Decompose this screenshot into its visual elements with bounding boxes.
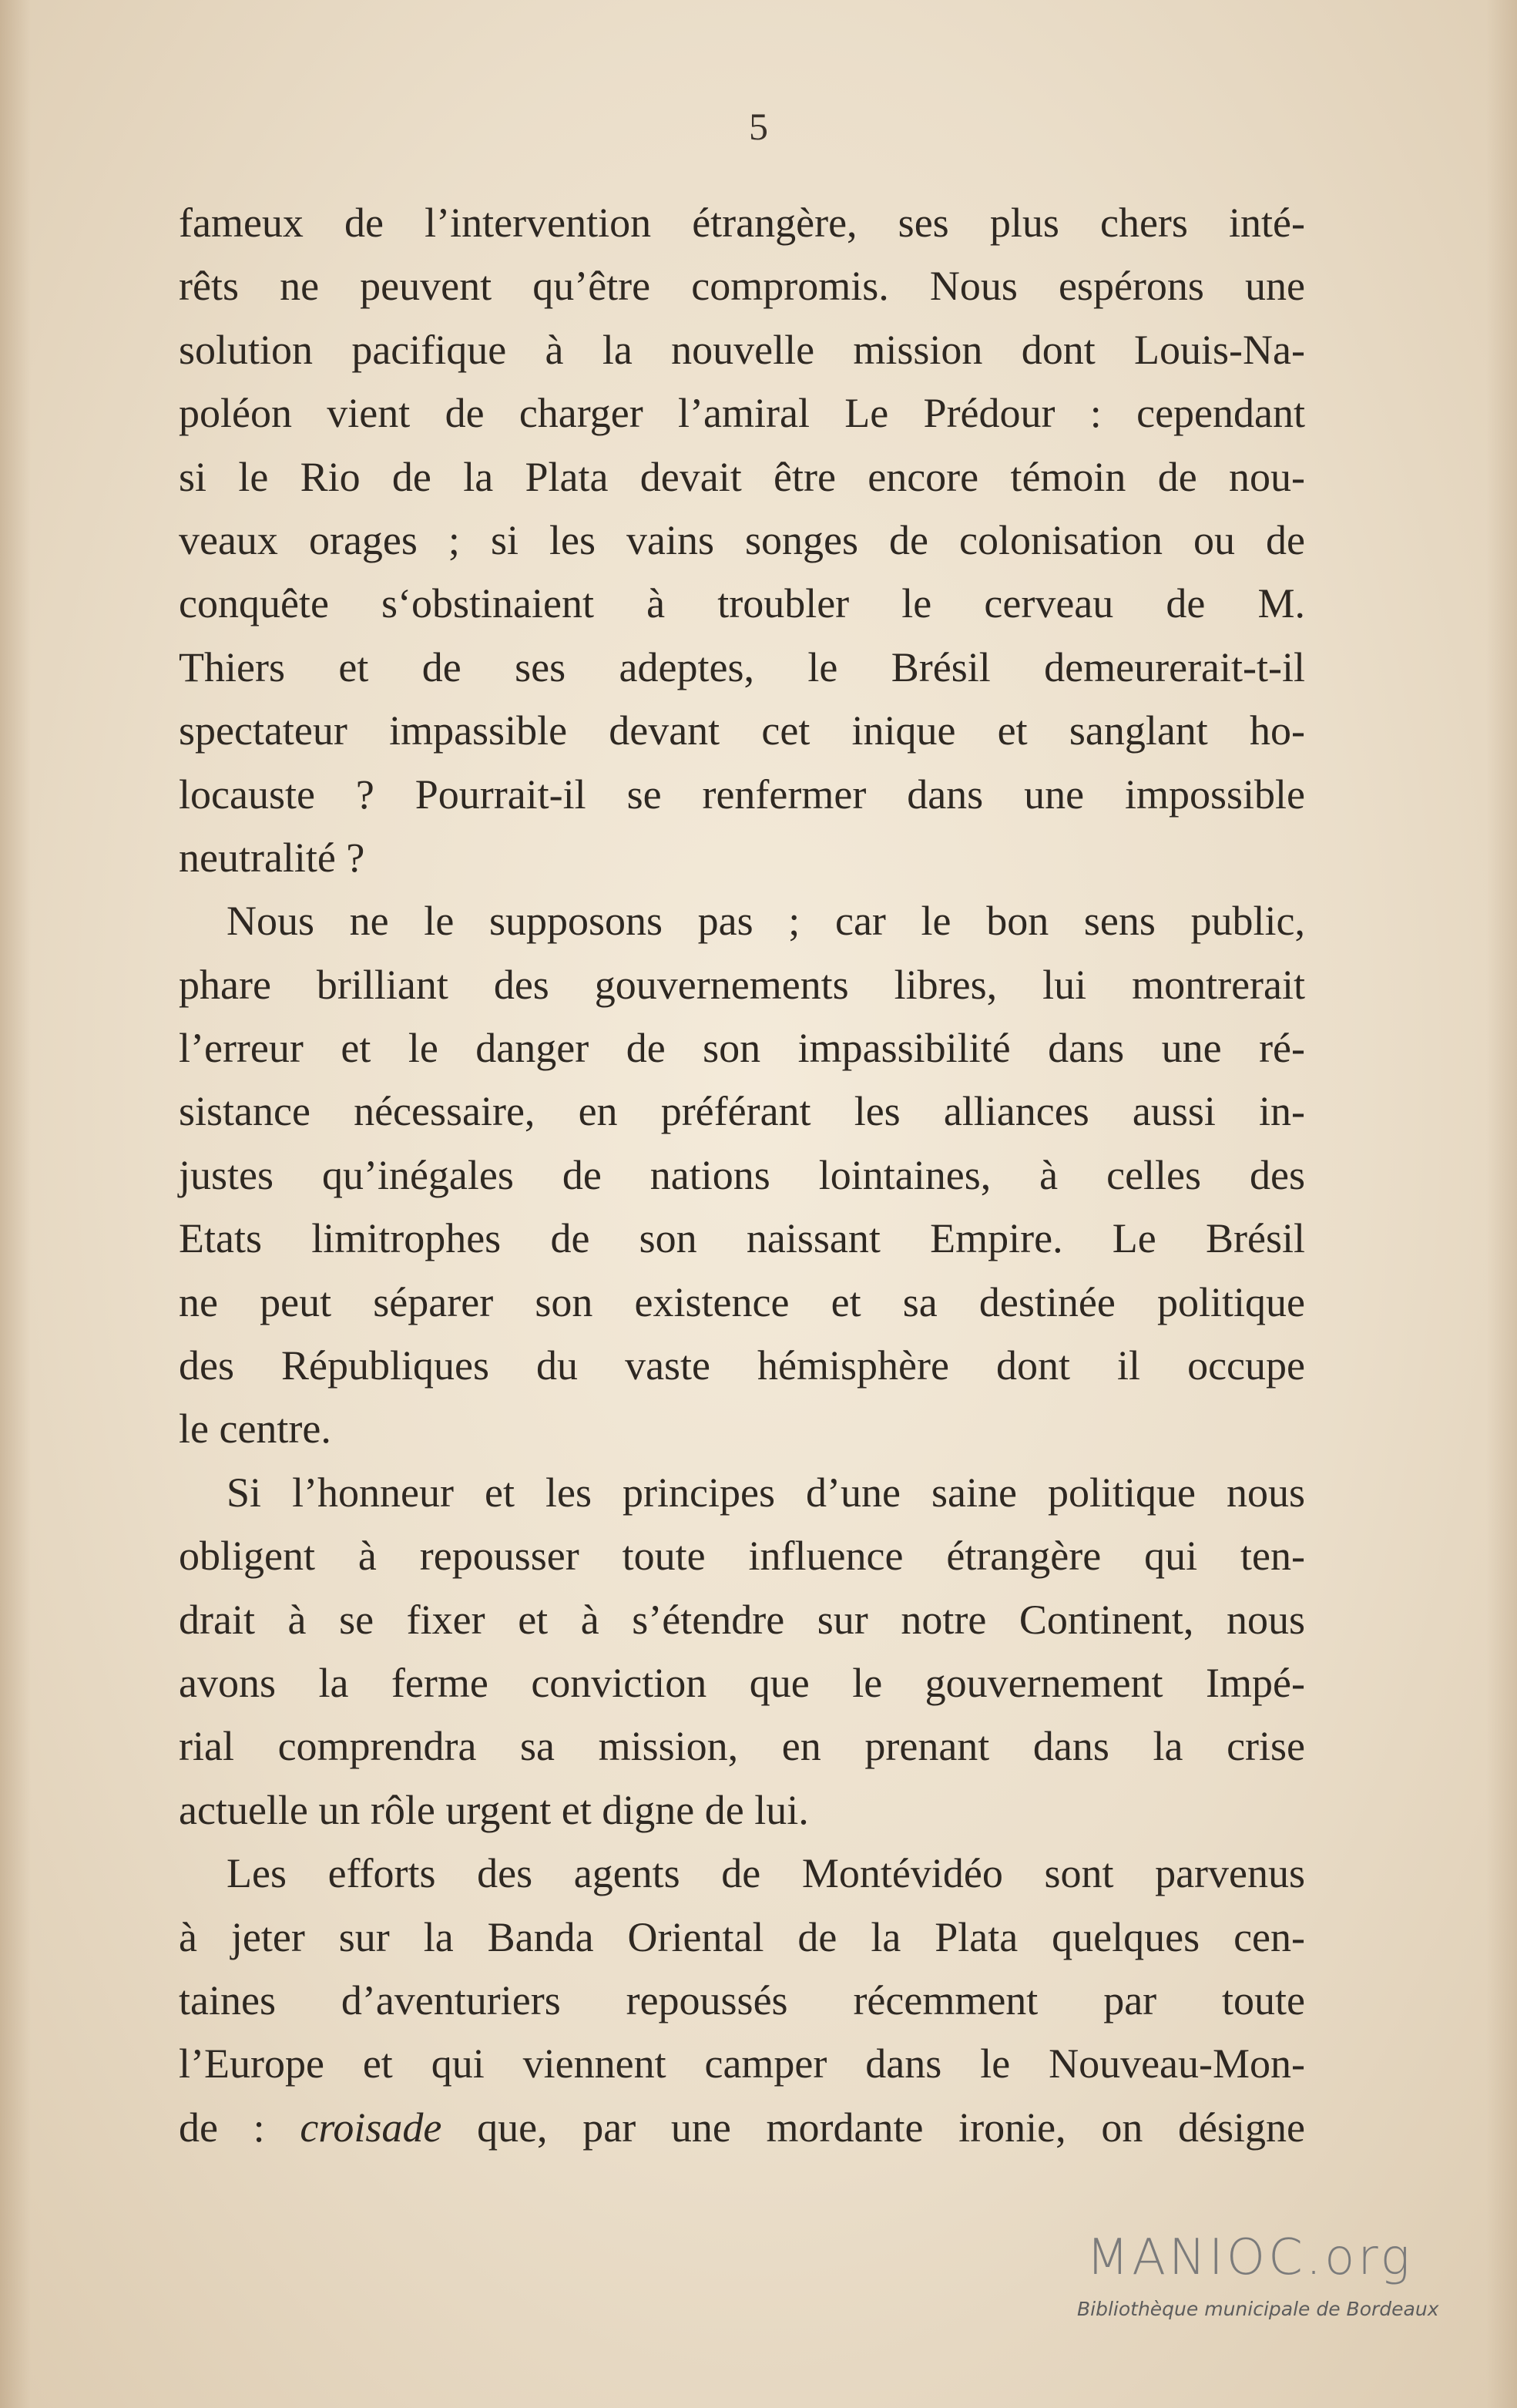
page-shadow-left [0,0,31,2408]
text-run: de : [179,2104,300,2151]
text-line: si le Rio de la Plata devait être encore témoin de nou- [179,453,1305,500]
text-line: phare brilliant des gouvernements libres, lui montrerait [179,961,1305,1008]
text-line: Les efforts des agents de Montévidéo sont parvenus [227,1850,1305,1897]
text-line: actuelle un rôle urgent et digne de lui. [179,1786,809,1833]
library-credit: Bibliothèque municipale de Bordeaux [1077,2298,1439,2320]
text-line: locauste ? Pourrait-il se renfermer dans une impossible [179,771,1305,818]
text-line: justes qu’inégales de nations lointaines, à celles des [179,1151,1305,1198]
text-line: le centre. [179,1406,331,1453]
text-line: spectateur impassible devant cet inique et sanglant ho- [179,707,1305,754]
text-line: ne peut séparer son existence et sa destinée politique [179,1278,1305,1325]
italic-word: croisade [300,2104,442,2151]
text-line: taines d’aventuriers repoussés récemment par toute [179,1976,1305,2023]
page-number: 5 [749,105,768,148]
text-line: Etats limitrophes de son naissant Empire. Le Brésil [179,1215,1305,1262]
text-line: fameux de l’intervention étrangère, ses plus chers inté- [179,200,1305,246]
text-line: neutralité ? [179,834,365,881]
text-line: obligent à repousser toute influence étrangère qui ten- [179,1533,1305,1580]
text-line: avons la ferme conviction que le gouvernement Impé- [179,1659,1305,1706]
page-shadow-right [1486,0,1517,2408]
text-line [179,2096,1305,2159]
text-line: drait à se fixer et à s’étendre sur notre Continent, nous [179,1596,1305,1643]
text-run: que, par une mordante ironie, on désigne [441,2104,1305,2151]
text-line: l’erreur et le danger de son impassibilité dans une ré- [179,1025,1305,1072]
text-line: des Républiques du vaste hémisphère dont il occupe [179,1342,1305,1389]
text-line: solution pacifique à la nouvelle mission dont Louis-Na- [179,326,1305,373]
text-line: rêts ne peuvent qu’être compromis. Nous espérons une [179,263,1305,310]
text-line: rial comprendra sa mission, en prenant dans la crise [179,1723,1305,1770]
text-line: Si l’honneur et les principes d’une saine politique nous [227,1469,1305,1516]
text-line: Thiers et de ses adeptes, le Brésil demeurerait-t-il [179,643,1305,690]
text-line: sistance nécessaire, en préférant les alliances aussi in- [179,1088,1305,1135]
manioc-logo: MANIOC.org [1086,2229,1413,2286]
text-line: Nous ne le supposons pas ; car le bon sens public, [227,898,1305,945]
text-line: à jeter sur la Banda Oriental de la Plata quelques cen- [179,1913,1305,1960]
text-line: veaux orages ; si les vains songes de colonisation ou de [179,516,1305,563]
body-text [179,191,1305,2159]
text-line: poléon vient de charger l’amiral Le Prédour : cependant [179,390,1305,437]
text-line: conquête s‘obstinaient à troubler le cerveau de M. [179,580,1305,627]
text-line: l’Europe et qui viennent camper dans le Nouveau-Mon- [179,2040,1305,2087]
